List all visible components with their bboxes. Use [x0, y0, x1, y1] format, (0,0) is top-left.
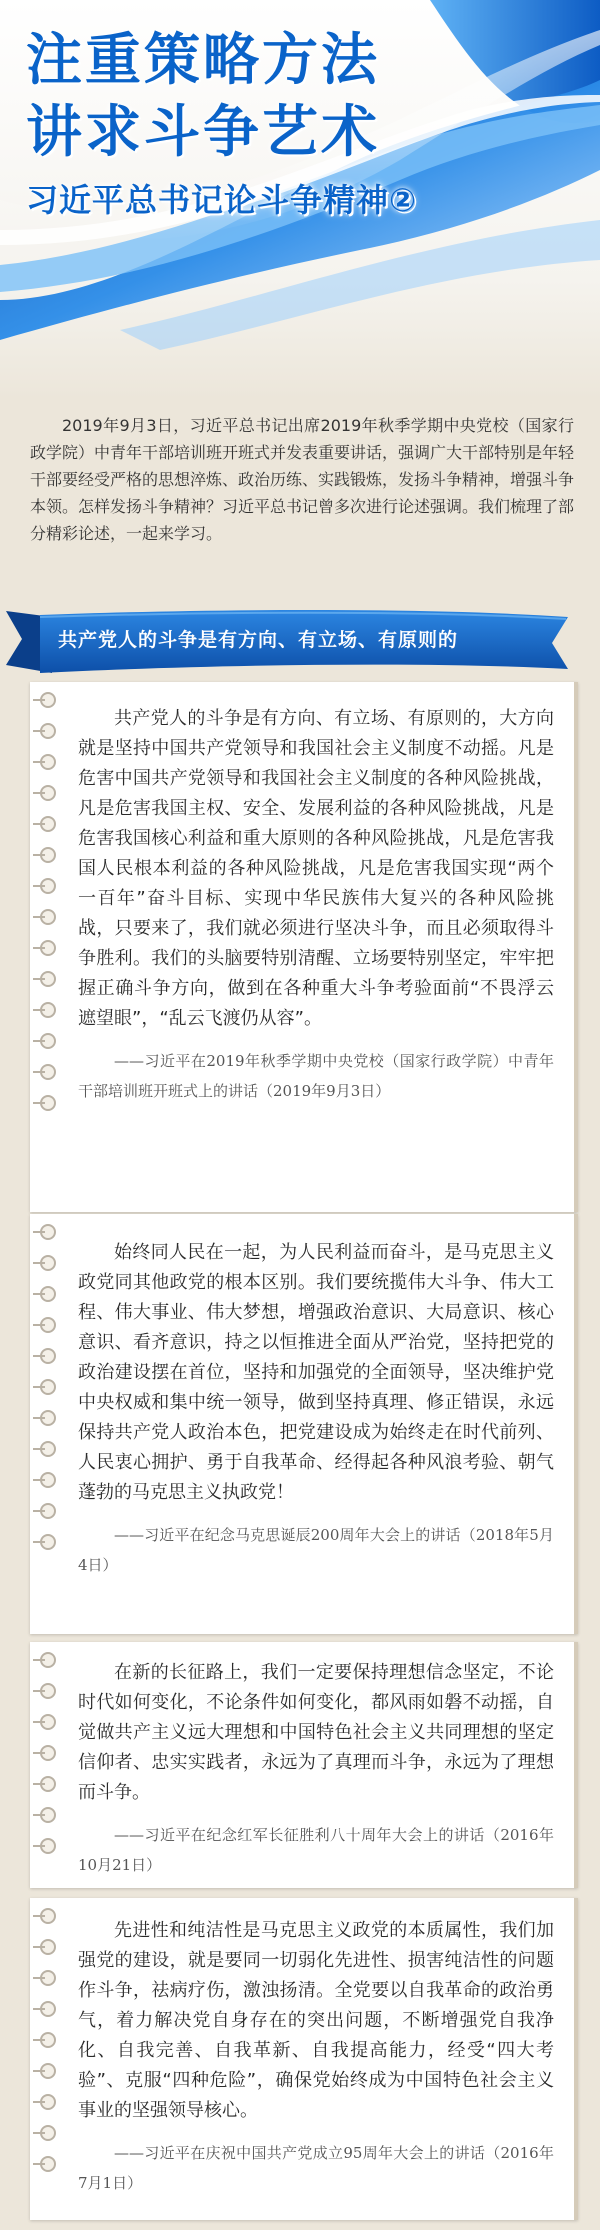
quote-card-3: [30, 1642, 578, 1888]
section-title: 共产党人的斗争是有方向、有立场、有原则的: [58, 629, 459, 651]
header-banner: [0, 0, 600, 400]
quote-text: 共产党人的斗争是有方向、有立场、有原则的，大方向就是坚持中国共产党领导和我国社会主义制度不动摇。凡是危害中国共产党领导和我国社会主义制度的各种风险挑战，凡是危害我国主权、安全、发展利益的各种风险挑战，凡是危害我国核心利益和重大原则的各种风险挑战，凡是危害我国人民根本利益的各种风险挑战，凡是危害我国实现“两个一百年”奋斗目标、实现中华民族伟大复兴的各种风险挑战，只要来了，我们就必须进行坚决斗争，而且必须取得斗争胜利。我们的头脑要特别清醒、立场要特别坚定，牢牢把握正确斗争方向，做到在各种重大斗争考验面前“不畏浮云遮望眼”，“乱云飞渡仍从容”。: [78, 708, 554, 1029]
binder-rings: [40, 1224, 60, 1565]
page-title-line-2: 讲求斗争艺术: [26, 100, 380, 165]
quote-source: ——习近平在纪念红军长征胜利八十周年大会上的讲话（2016年10月21日）: [78, 1826, 554, 1874]
quote-text: 先进性和纯洁性是马克思主义政党的本质属性，我们加强党的建设，就是要同一切弱化先进性、损害纯洁性的问题作斗争，祛病疗伤，激浊扬清。全党要以自我革命的政治勇气，着力解决党自身存在的突出问题，不断增强党自我净化、自我完善、自我革新、自我提高能力，经受“四大考验”、克服“四种危险”，确保党始终成为中国特色社会主义事业的坚强领导核心。: [78, 1920, 554, 2121]
binder-rings: [40, 1652, 60, 1869]
binder-rings: [40, 692, 60, 1126]
quote-text: 始终同人民在一起，为人民利益而奋斗，是马克思主义政党同其他政党的根本区别。我们要统揽伟大斗争、伟大工程、伟大事业、伟大梦想，增强政治意识、大局意识、核心意识、看齐意识，持之以恒推进全面从严治党，坚持把党的政治建设摆在首位，坚持和加强党的全面领导，坚决维护党中央权威和集中统一领导，做到坚持真理、修正错误，永远保持共产党人政治本色，把党建设成为始终走在时代前列、人民衷心拥护、勇于自我革命、经得起各种风浪考验、朝气蓬勃的马克思主义执政党！: [78, 1242, 554, 1503]
binder-rings: [40, 1908, 60, 2187]
section-ribbon: [0, 607, 600, 679]
quote-source: ——习近平在2019年秋季学期中央党校（国家行政学院）中青年干部培训班开班式上的讲话（2019年9月3日）: [78, 1052, 554, 1100]
quote-source: ——习近平在庆祝中国共产党成立95周年大会上的讲话（2016年7月1日）: [78, 2144, 554, 2192]
quote-card-1: [30, 682, 578, 1212]
intro-paragraph: 2019年9月3日，习近平总书记出席2019年秋季学期中央党校（国家行政学院）中青年干部培训班开班式并发表重要讲话，强调广大干部特别是年轻干部要经受严格的思想淬炼、政治历练、实践锻炼，发扬斗争精神，增强斗争本领。怎样发扬斗争精神？习近平总书记曾多次进行论述强调。我们梳理了部分精彩论述，一起来学习。: [30, 416, 575, 543]
quote-card-2: [30, 1214, 578, 1634]
quote-text: 在新的长征路上，我们一定要保持理想信念坚定，不论时代如何变化，不论条件如何变化，都风雨如磐不动摇，自觉做共产主义远大理想和中国特色社会主义共同理想的坚定信仰者、忠实实践者，永远为了真理而斗争，永远为了理想而斗争。: [78, 1662, 554, 1803]
quote-source: ——习近平在纪念马克思诞辰200周年大会上的讲话（2018年5月4日）: [78, 1526, 554, 1574]
page-title-line-1: 注重策略方法: [26, 28, 380, 93]
page-subtitle: 习近平总书记论斗争精神②: [26, 181, 418, 219]
quote-card-4: [30, 1898, 578, 2220]
